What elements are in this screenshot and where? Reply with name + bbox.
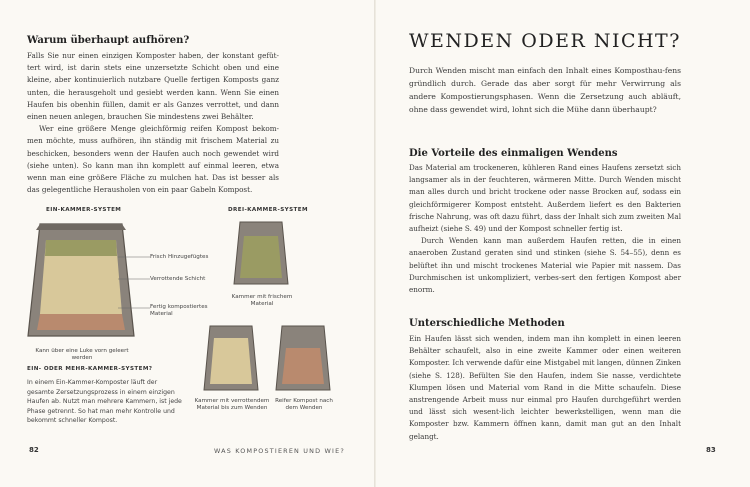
left-page <box>0 0 374 487</box>
box-title: EIN- ODER MEHR-KAMMER-SYSTEM? <box>27 366 153 372</box>
leader-lines <box>118 252 152 312</box>
section2-body <box>409 333 681 443</box>
left-paragraph-2: Wer eine größere Menge gleichförmig reifen Kompost bekom-men möchte, muss aufhören, ihn ständig mit frischem Material zu beschicken, besonders wenn der Haufen auch noch gewendet wird (siehe unten). So kann man ihn komplett auf einmal leeren, etwa wenn man eine größere Fläche zu mulchen hat. Das ist besser als das gelegentliche Herausholen von ein paar Gabeln Kompost. <box>27 124 279 195</box>
left-body-text <box>27 50 279 196</box>
right-page-title: WENDEN ODER NICHT? <box>409 30 681 52</box>
right-intro: Durch Wenden mischt man einfach den Inhalt eines Komposthau-fens gründlich durch. Gerade das aber sorgt für mehr Verwirrung als andere Kompostierungsphasen. Wenn die Zersetzung auch abläuft, ohne dass gewendet wird, lohnt sich die Mühe dann überhaupt? <box>409 66 681 114</box>
chamber-fresh-illustration <box>230 218 292 288</box>
caption-ripe-chamber: Reifer Kompost nach dem Wenden <box>275 398 333 412</box>
label-rotting: Verrottende Schicht <box>150 276 206 282</box>
box-text: In einem Ein-Kammer-Komposter läuft der gesamte Zersetzungsprozess in einem einzigen Haufen ab. Nutzt man mehrere Kammern, ist jede Phase getrennt. So hat man mehr Kontrolle und bekommt schneller Kompost. <box>27 379 182 425</box>
left-paragraph-1: Falls Sie nur einen einzigen Komposter haben, der konstant gefüt-tert wird, ist darin stets eine unzersetzte Schicht oben und eine kleine, aber kontinuierlich nutzbare Quelle fertigen Komposts ganz unten, die herausgeholt und gesiebt werden kann. Wenn Sie einen Haufen bis obenhin füllen, damit er als Ganzes verrottet, und dann einen neuen anlegen, brauchen Sie mindestens zwei Behälter. <box>27 51 279 122</box>
diagram-one-title: EIN-KAMMER-SYSTEM <box>46 207 122 213</box>
diagram-three-title: DREI-KAMMER-SYSTEM <box>228 207 308 213</box>
section1-heading: Die Vorteile des einmaligen Wendens <box>409 148 618 159</box>
left-heading: Warum überhaupt aufhören? <box>27 35 190 46</box>
section2-paragraph-1: Ein Haufen lässt sich wenden, indem man ihn komplett in einen leeren Behälter schaufelt, also in eine zweite Kammer oder einen weiteren Komposter. Ich verwende dafür eine Mistgabel mit langen, dünnen Zinken (siehe S. 128). Befülten Sie den Haufen, indem Sie nasse, verdichtete Klumpen lösen und Material vom Rand in die Mitte schaufeln. Diese anstrengende Arbeit muss nur einmal pro Haufen durchgeführt werden und lässt sich wesent-lich leichter bewerkstelligen, wenn man die Komposter bzw. Kammern öffnen kann, damit man gut an den Inhalt gelangt. <box>409 334 681 441</box>
section1-paragraph-1: Das Material am trockeneren, kühleren Rand eines Haufens zersetzt sich langsamer als in der feuchteren, wärmeren Mitte. Durch Wenden mischt man alles durch und bricht trockene oder nasse Brocken auf, sodass ein gleichförmigerer Kompost entsteht. Außerdem liefert es den Bakterien frische Nahrung, was oft dazu führt, dass der Inhalt sich zum zweiten Mal aufheizt (siehe S. 49) und der Kompost schneller fertig ist. <box>409 163 681 234</box>
diagram-one-caption: Kann über eine Luke vorn geleert werden <box>35 348 129 362</box>
label-fresh: Frisch Hinzugefügtes <box>150 254 209 260</box>
chamber-ripe-illustration <box>272 322 334 394</box>
caption-fresh-chamber: Kammer mit frischem Material <box>231 294 293 308</box>
label-ripe: Fertig kompostiertes Material <box>150 304 208 318</box>
running-footer: WAS KOMPOSTIEREN UND WIE? <box>214 447 345 455</box>
page-number-right: 83 <box>706 446 716 454</box>
caption-rotting-chamber: Kammer mit verrottendem Material bis zum Wenden <box>194 398 270 412</box>
section2-heading: Unterschiedliche Methoden <box>409 318 565 329</box>
section1-body <box>409 162 681 296</box>
chamber-rotting-illustration <box>200 322 262 394</box>
page-number-left: 82 <box>29 446 39 454</box>
section1-paragraph-2: Durch Wenden kann man außerdem Haufen retten, die in einen anaeroben Zustand geraten sind und stinken (siehe S. 54–55), denn es belüftet ihn und mischt trockenes Material wie Papier mit nassem. Das Durchmischen ist unkompliziert, verbes-sert den fertigen Kompost aber enorm. <box>409 236 681 295</box>
